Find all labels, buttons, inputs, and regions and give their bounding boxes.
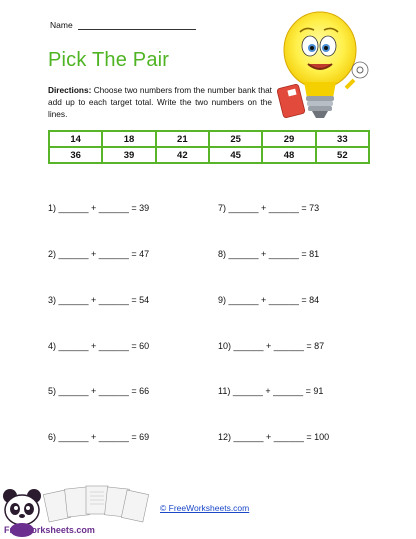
page-title: Pick The Pair [48,49,170,71]
number-cell: 33 [316,131,369,147]
name-label: Name [50,20,73,30]
problem-5: 5) ______ + ______ = 66 [48,386,150,396]
problem-4: 4) ______ + ______ = 60 [48,341,150,351]
lightbulb-mascot-icon [270,8,380,126]
problem-3: 3) ______ + ______ = 54 [48,295,150,305]
footer-link[interactable]: © FreeWorksheets.com [160,503,250,513]
number-cell: 52 [316,147,369,163]
directions-label: Directions: [48,85,92,95]
name-row [50,20,196,30]
number-bank [48,130,370,164]
number-cell: 14 [49,131,102,147]
problem-12: 12) ______ + ______ = 100 [218,432,330,442]
directions [48,84,272,121]
number-cell: 39 [102,147,155,163]
brand-logo-text: FreeWorksheets.com [4,525,95,535]
number-cell: 42 [156,147,209,163]
number-bank-row [49,147,369,163]
number-cell: 25 [209,131,262,147]
problem-6: 6) ______ + ______ = 69 [48,432,150,442]
directions-text: Choose two numbers from the number bank that add up to each target total. Write the two numbers on the lines. [48,85,272,120]
problem-7: 7) ______ + ______ = 73 [218,203,320,213]
problem-2: 2) ______ + ______ = 47 [48,249,150,259]
problem-9: 9) ______ + ______ = 84 [218,295,320,305]
problem-1: 1) ______ + ______ = 39 [48,203,150,213]
number-cell: 45 [209,147,262,163]
number-cell: 36 [49,147,102,163]
number-cell: 18 [102,131,155,147]
problem-11: 11) ______ + ______ = 91 [218,386,324,396]
worksheet-thumbnails-icon [40,484,150,529]
name-line[interactable] [78,21,196,30]
problem-8: 8) ______ + ______ = 81 [218,249,320,259]
number-cell: 21 [156,131,209,147]
number-cell: 48 [262,147,315,163]
number-bank-row [49,131,369,147]
problem-10: 10) ______ + ______ = 87 [218,341,325,351]
number-cell: 29 [262,131,315,147]
